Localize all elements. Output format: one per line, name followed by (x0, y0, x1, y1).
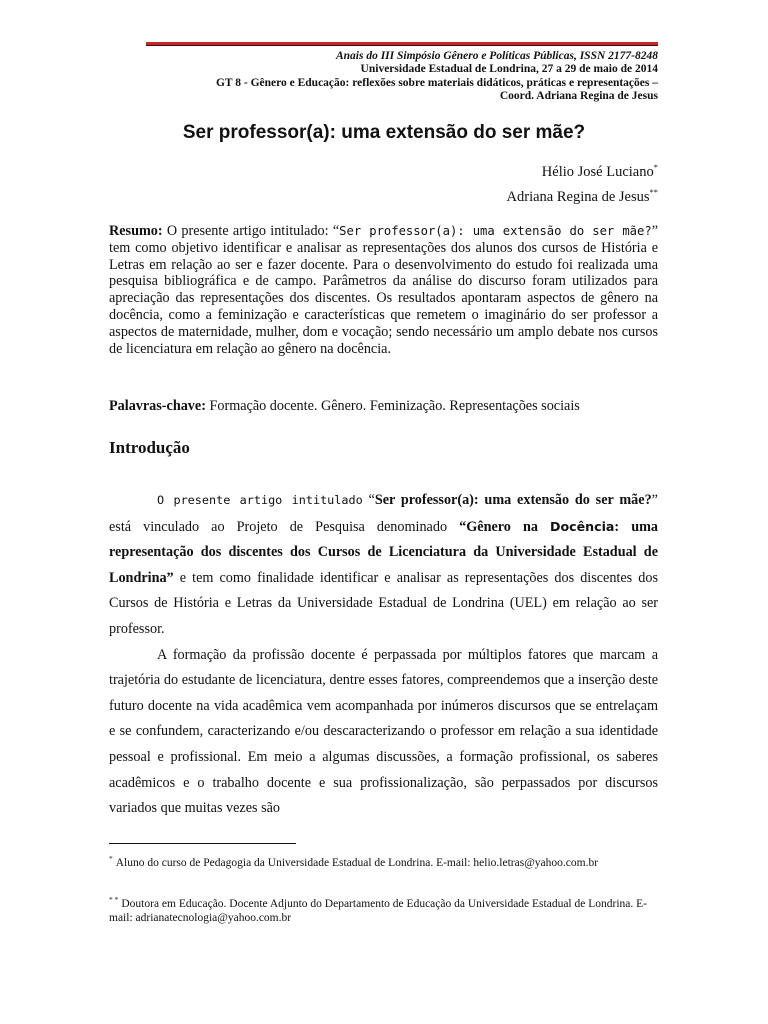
author-footnote-mark: ** (649, 187, 658, 197)
header-rule (146, 42, 658, 47)
author-1 (507, 157, 658, 182)
author-footnote-mark: * (653, 162, 658, 172)
p1-bold-project: Docência (550, 518, 615, 534)
author-list (507, 157, 658, 207)
introduction-body (109, 488, 658, 822)
running-header (98, 50, 658, 104)
paragraph-2: A formação da profissão docente é perpassada por múltiplos fatores que marcam a trajetória do estudante de licenciatura, dentre esses fatores, compreendemos que a inserção deste futuro docente na vida acadêmica vem acompanhada por inúmeros discursos que se entrelaçam e se confundem, caracterizando e/ou descaracterizando o professor em relação a sua identidade pessoal e profissional. Em meio a algumas discussões, a formação profissional, os saberes acadêmicos e o trabalho docente e sua profissionalização, são perpassados por discursos variados que muitas vezes são (109, 646, 658, 817)
abstract (109, 223, 658, 357)
footnote-text: Doutora em Educação. Docente Adjunto do Departamento de Educação da Universidade Estadual de Londrina. E-mail: adrianatecnologia@yahoo.com.br (109, 898, 647, 924)
p1-bold-project: “Gênero na (459, 518, 551, 535)
p1-text: ” está vinculado ao Projeto de Pesquisa denominado (109, 492, 658, 535)
header-rule-dark (146, 45, 658, 46)
paper-title: Ser professor(a): uma extensão do ser mãe? (182, 122, 586, 143)
footnote-2 (109, 893, 658, 925)
header-university: Universidade Estadual de Londrina, 27 a 29 de maio de 2014 (360, 63, 658, 76)
p1-bold-project: : uma representação dos discentes dos Cursos de Licenciatura da Universidade Estadual de Londrina” (109, 518, 659, 586)
abstract-lead: O presente artigo intitulado: “ (162, 223, 340, 239)
footnote-1 (109, 852, 658, 871)
p1-text: e tem como finalidade identificar e analisar as representações dos discentes dos Cursos de História e Letras da Universidade Estadual de Londrina (UEL) em relação ao ser professor. (109, 569, 658, 637)
footnote-text: Aluno do curso de Pedagogia da Universidade Estadual de Londrina. E-mail: helio.letras@yahoo.com.br (115, 857, 599, 869)
header-proceedings: Anais do III Simpósio Gênero e Políticas Públicas, ISSN 2177-8248 (335, 50, 658, 62)
abstract-quoted-title: Ser professor(a): uma extensão do ser mãe? (339, 224, 652, 238)
header-working-group: GT 8 - Gênero e Educação: reflexões sobre materiais didáticos, práticas e representações – (215, 76, 658, 89)
keywords (109, 398, 658, 415)
p1-bold-title: Ser professor(a): uma extensão do ser mãe? (374, 492, 652, 508)
header-coordinator: Coord. Adriana Regina de Jesus (499, 90, 658, 103)
section-heading-introduction: Introdução (109, 438, 190, 457)
abstract-text: ” tem como objetivo identificar e analisar as representações dos alunos dos cursos de História e Letras em relação ao ser e fazer docente. Para o desenvolvimento do estudo foi realizada uma pesquisa bibliográfica e de campo. Parâmetros da análise do discurso foram utilizados para apreciação das representações dos discentes. Os resultados apontaram aspectos de gênero na docência, como a feminização e características que remetem o imaginário do ser professor a aspectos de maternidade, mulher, dom e vocação; sendo necessário um amplo debate nos cursos de licenciatura em relação ao gênero na docência. (109, 223, 658, 357)
paragraph-1 (109, 488, 658, 643)
author-2 (507, 182, 658, 207)
footnote-mark: * (109, 854, 113, 863)
keywords-text: Formação docente. Gênero. Feminização. Representações sociais (205, 398, 580, 414)
author-name: Adriana Regina de Jesus (506, 189, 650, 205)
p1-text: “ (362, 492, 375, 508)
footnote-mark: * * (109, 895, 119, 904)
keywords-label: Palavras-chave: (109, 398, 206, 414)
footnote-separator (109, 843, 296, 844)
author-name: Hélio José Luciano (541, 164, 654, 180)
abstract-label: Resumo: (109, 223, 163, 239)
p1-text: O presente artigo intitulado (157, 493, 363, 507)
